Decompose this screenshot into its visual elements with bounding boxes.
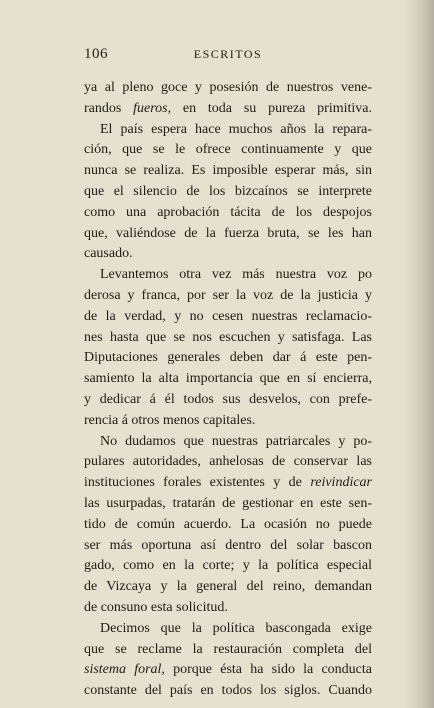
text-line — [84, 348, 372, 369]
text-line — [84, 203, 372, 224]
text-fragment: porque ésta ha sido la conducta — [164, 662, 372, 678]
text-fragment: causado. — [84, 246, 133, 262]
text-line — [84, 390, 372, 411]
text-line — [84, 536, 372, 557]
text-fragment: de Vizcaya y la general del reino, demandan — [84, 579, 372, 595]
text-fragment: y dedicar á él todos sus desvelos, con prefe- — [84, 391, 372, 407]
text-line — [84, 432, 372, 453]
text-line — [84, 328, 372, 349]
text-line — [84, 681, 372, 702]
text-fragment: samiento la alta importancia que en sí encierra, — [84, 371, 372, 387]
text-fragment: pulares autoridades, anhelosas de conservar las — [84, 454, 372, 470]
text-fragment: Decimos que la política bascongada exige — [100, 620, 372, 636]
text-fragment: randos — [84, 100, 134, 116]
text-fragment: de consuno esta solicitud. — [84, 599, 228, 615]
text-line — [84, 182, 372, 203]
text-line — [84, 619, 372, 640]
text-fragment: rencia á otros menos capitales. — [84, 412, 256, 428]
page-header — [84, 46, 372, 64]
text-fragment: nunca se realiza. Es imposible esperar más, sin — [84, 163, 372, 179]
text-fragment: instituciones forales existentes y de — [84, 475, 311, 491]
text-line — [84, 78, 372, 99]
text-line — [84, 494, 372, 515]
text-line — [84, 660, 372, 681]
text-fragment: Diputaciones generales deben dar á este pen- — [84, 350, 372, 366]
text-line — [84, 161, 372, 182]
text-line — [84, 120, 372, 141]
running-head: ESCRITOS — [193, 47, 263, 61]
text-line — [84, 307, 372, 328]
text-line — [84, 265, 372, 286]
text-line — [84, 369, 372, 390]
text-fragment: gado, como en la corte; y la política especial — [84, 558, 372, 574]
text-fragment: que el silencio de los bizcaínos se interprete — [84, 183, 372, 199]
text-line — [84, 640, 372, 661]
text-line — [84, 577, 372, 598]
text-fragment: nes hasta que se nos escuchen y satisfaga. Las — [84, 329, 372, 345]
text-fragment: Levantemos otra vez más nuestra voz po — [100, 267, 372, 283]
text-line — [84, 515, 372, 536]
text-line — [84, 224, 372, 245]
page-edge-shadow — [404, 0, 434, 708]
italic-text: sistema foral, — [84, 662, 165, 678]
text-fragment: ser más oportuna así dentro del solar bascon — [84, 537, 372, 553]
text-fragment: que se reclame la restauración completa del — [84, 641, 372, 657]
text-line — [84, 556, 372, 577]
italic-text: fueros, — [133, 100, 172, 116]
text-line — [84, 411, 372, 432]
text-fragment: en toda su pureza primitiva. — [171, 100, 372, 116]
text-fragment: constante del país en todos los siglos. Cuando — [84, 683, 372, 699]
text-line — [84, 140, 372, 161]
text-line — [84, 244, 372, 265]
text-fragment: ya al pleno goce y posesión de nuestros vene- — [84, 80, 372, 95]
text-line — [84, 598, 372, 619]
page-number: 106 — [84, 46, 108, 62]
italic-text: reivindicar — [310, 475, 372, 491]
text-fragment: derosa y franca, por ser la voz de la justicia y — [84, 287, 372, 303]
text-line — [84, 473, 372, 494]
text-line — [84, 452, 372, 473]
text-fragment: tido de común acuerdo. La ocasión no puede — [84, 516, 372, 532]
text-fragment: las usurpadas, tratarán de gestionar en este sen- — [84, 495, 372, 511]
text-fragment: El país espera hace muchos años la repara- — [100, 121, 372, 137]
text-line — [84, 99, 372, 120]
text-fragment: No dudamos que nuestras patriarcales y po- — [100, 433, 372, 449]
text-fragment: ción, que se le ofrece continuamente y que — [84, 142, 372, 158]
text-line — [84, 286, 372, 307]
body-text — [84, 78, 372, 702]
text-fragment: que, valiéndose de la fuerza bruta, se les han — [84, 225, 372, 241]
text-fragment: como una aprobación tácita de los despojos — [84, 204, 372, 220]
text-fragment: de la verdad, y no cesen nuestras reclamacio- — [84, 308, 372, 324]
